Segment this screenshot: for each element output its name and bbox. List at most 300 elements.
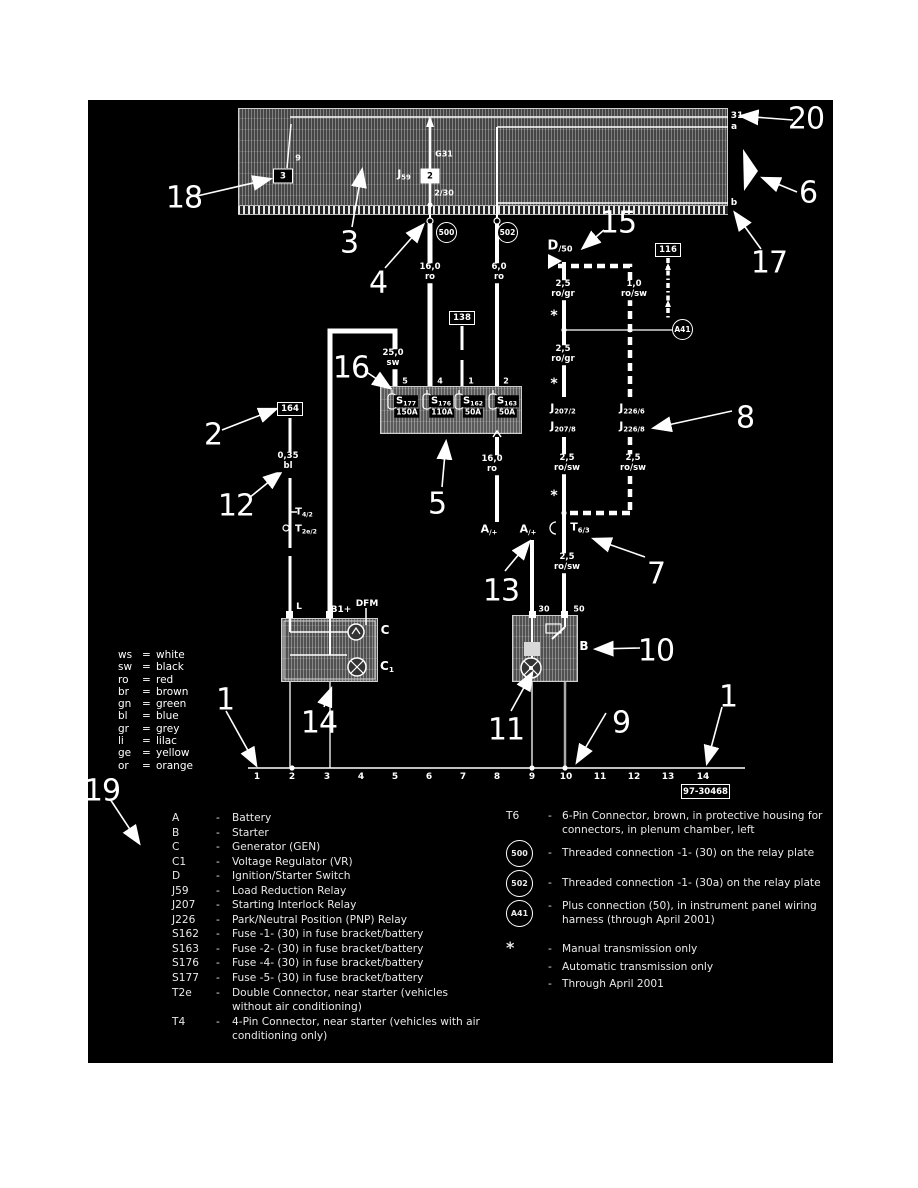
t4-2-label-line1: T4/2	[295, 506, 313, 518]
legend-separator: -	[216, 841, 220, 854]
wire-color-legend	[118, 649, 193, 772]
fuse-s163-amp	[497, 409, 517, 418]
t6-3-label-line1: T6/3	[570, 520, 590, 535]
wire-1-0-ro-sw-label-line1: 1,0	[626, 279, 642, 290]
legend-separator: -	[216, 928, 220, 941]
callout-5: 5	[427, 486, 447, 522]
color-legend-row	[118, 760, 193, 772]
wire-2-5-ro-gr-label-2	[549, 345, 576, 365]
terminal-dfm-label-line1: DFM	[355, 598, 379, 609]
color-legend-row	[118, 649, 193, 661]
legend-item-t4	[172, 1015, 490, 1044]
legend-key: S176	[172, 957, 199, 970]
relay-pin-2-30-label-line1: 2/30	[434, 188, 454, 198]
legend-item-dashdot	[506, 978, 838, 992]
relay-j59-label	[397, 169, 411, 182]
track-number-8: 8	[493, 772, 501, 782]
color-code: ge	[118, 747, 132, 760]
color-code: ro	[118, 673, 129, 686]
ignition-switch-d50-label	[548, 240, 573, 255]
legend-key: T4	[172, 1015, 186, 1028]
legend-description: Park/Neutral Position (PNP) Relay	[232, 913, 407, 926]
fuse-s177-amp-line1: 150A	[396, 407, 418, 417]
callout-9: 9	[611, 705, 631, 741]
equals-sign: =	[142, 735, 151, 748]
track-number-10: 10	[559, 772, 573, 782]
fuse-s176-amp-line1: 110A	[431, 407, 453, 417]
t6-3-label-sub: 6/3	[577, 526, 590, 535]
legend-item-c	[172, 840, 490, 855]
color-code: or	[118, 759, 129, 772]
legend-item-d	[172, 869, 490, 884]
ignition-switch-d50-label-sub: /50	[558, 244, 573, 254]
equals-sign: =	[142, 673, 151, 686]
color-name: grey	[156, 722, 180, 735]
equals-sign: =	[142, 722, 151, 735]
color-name: brown	[156, 685, 189, 698]
color-name: green	[156, 698, 187, 711]
track-number-2: 2	[288, 772, 296, 782]
legend-separator: -	[216, 899, 220, 912]
g31-label-line1: G31	[435, 149, 453, 159]
manual-trans-marker-3-line1: *	[550, 487, 558, 504]
regulator-c1-label-line1: C1	[380, 659, 394, 675]
track-number-14: 14	[696, 772, 710, 782]
fuse-s163-label-sub: 163	[504, 399, 518, 407]
wire-2-5-ro-sw-label-2-line2: ro/sw	[619, 463, 647, 473]
fuse-pin-4-label-line1: 4	[437, 376, 443, 386]
fuse-s176-label	[429, 395, 453, 407]
color-name: lilac	[156, 735, 177, 748]
j226-6-label	[617, 403, 647, 416]
wire-0-35-bl-label-line2: bl	[283, 461, 293, 471]
relay-j59-label-line1: J59	[397, 167, 411, 182]
t4-2-label-sub: 4/2	[301, 510, 313, 518]
terminal-b1-label-line1: B1+	[330, 604, 352, 615]
j207-2-label-line1: J207/2	[550, 401, 576, 416]
legend-separator: -	[216, 1015, 220, 1028]
legend-separator: -	[216, 826, 220, 839]
callout-18: 18	[165, 180, 203, 216]
wire-2-5-ro-gr-label	[549, 280, 576, 300]
color-legend-row	[118, 735, 193, 747]
legend-description: Manual transmission only	[562, 942, 698, 955]
legend-item-dashed	[506, 961, 838, 975]
j226-8-label-sub: 226/8	[623, 425, 645, 434]
legend-separator: -	[216, 972, 220, 985]
track-number-5: 5	[391, 772, 399, 782]
legend-key: T6	[506, 810, 520, 822]
starter-b-label-line1: B	[579, 639, 589, 654]
legend-item-A41	[506, 900, 838, 927]
battery-plus-label-sub: /+	[489, 528, 498, 537]
wire-2-5-ro-gr-label-line1: 2,5	[555, 279, 571, 290]
fuse-s163-label	[495, 395, 519, 407]
manual-trans-marker-2-line1: *	[550, 375, 558, 392]
battery-plus-label-2	[520, 524, 537, 537]
legend-separator: -	[216, 855, 220, 868]
connection-circle-icon: 500	[506, 840, 533, 867]
manual-trans-marker-2	[550, 376, 557, 392]
legend-key: S163	[172, 942, 199, 955]
wire-2-5-ro-sw-label-3-line2: ro/sw	[553, 562, 581, 572]
legend-separator: -	[216, 957, 220, 970]
legend-item-s162	[172, 927, 490, 942]
callout-1-right: 1	[718, 679, 738, 715]
legend-key: S162	[172, 928, 199, 941]
fuse-s162-amp	[463, 409, 483, 418]
track-number-11: 11	[593, 772, 607, 782]
fuse-s162-label-sub: 162	[470, 399, 484, 407]
callout-10: 10	[637, 633, 675, 669]
j226-8-label	[617, 421, 647, 434]
wire-1-0-ro-sw-label	[619, 280, 649, 300]
legend-separator: -	[548, 942, 552, 955]
fuse-pin-5-label	[402, 376, 408, 385]
callout-12: 12	[217, 488, 255, 524]
wire-16-0-ro-label-line1: 16,0	[419, 262, 441, 273]
legend-item-T6	[506, 810, 838, 837]
fuse-pin-5-label-line1: 5	[402, 376, 408, 386]
fuse-s162-label-line1: S162	[462, 395, 484, 407]
wire-2-5-ro-gr-label-line2: ro/gr	[551, 289, 575, 299]
wire-2-5-ro-gr-label-2-line1: 2,5	[555, 344, 571, 355]
wire-2-5-ro-sw-label-3-line1: 2,5	[559, 552, 575, 563]
legend-key: S177	[172, 972, 199, 985]
callout-8: 8	[735, 400, 755, 436]
fuse-pin-2-label	[503, 376, 509, 385]
wire-2-5-ro-gr-label-2-line2: ro/gr	[551, 354, 575, 364]
legend-key: J59	[172, 884, 189, 897]
legend-item-*	[506, 938, 838, 958]
plate-pin-9-label-line1: 9	[295, 153, 301, 163]
terminal-box-3: 3	[273, 169, 293, 184]
wire-6-0-ro-label-line2: ro	[493, 272, 505, 282]
legend-key	[506, 938, 548, 958]
terminal-50-label	[573, 604, 584, 613]
j207-8-label-sub: 207/8	[554, 425, 576, 434]
diagram-code-box: 97-30468	[681, 784, 730, 799]
track-number-6: 6	[425, 772, 433, 782]
legend-separator: -	[548, 846, 552, 859]
wire-16-0-ro-label-2-line1: 16,0	[481, 454, 503, 465]
fuse-s163-amp-line1: 50A	[498, 407, 516, 417]
legend-description: Battery	[232, 812, 272, 824]
legend-separator: -	[548, 876, 552, 889]
color-code: sw	[118, 661, 133, 674]
track-number-7: 7	[459, 772, 467, 782]
wire-16-0-ro-label	[418, 263, 443, 283]
wire-2-5-ro-sw-label-2-line1: 2,5	[625, 453, 641, 464]
g31-label	[435, 149, 453, 158]
legend-separator: -	[548, 900, 552, 913]
wire-0-35-bl-label	[276, 452, 301, 472]
terminal-l-label-line1: L	[296, 601, 302, 612]
legend-item-j59	[172, 884, 490, 899]
legend-key	[506, 870, 548, 897]
color-code: br	[118, 685, 129, 698]
t4-2-label	[295, 506, 313, 518]
equals-sign: =	[142, 710, 151, 723]
callout-15: 15	[599, 205, 637, 241]
generator-c-label	[381, 624, 390, 638]
terminal-dfm-label	[356, 599, 379, 609]
callout-2: 2	[203, 417, 223, 453]
legend-description: Fuse -2- (30) in fuse bracket/battery	[232, 942, 424, 955]
connection-500: 500	[436, 222, 457, 243]
wire-16-0-ro-label-2	[480, 455, 505, 475]
callout-1-left: 1	[215, 682, 235, 718]
legend-key	[506, 900, 548, 927]
connector-box-116: 116	[655, 243, 681, 257]
legend-item-s163	[172, 942, 490, 957]
fuse-s177-label	[394, 395, 418, 407]
color-legend-row	[118, 661, 193, 673]
j226-8-label-line1: J226/8	[619, 419, 645, 434]
legend-separator: -	[216, 986, 220, 999]
legend-separator: -	[216, 942, 220, 955]
connector-box-164: 164	[277, 402, 303, 416]
color-name: white	[156, 649, 185, 661]
legend-description: 6-Pin Connector, brown, in protective housing for connectors, in plenum chamber, left	[562, 810, 823, 836]
callout-17: 17	[750, 245, 788, 281]
terminal-50-label-line1: 50	[573, 604, 585, 614]
legend-item-500	[506, 840, 838, 867]
terminal-a-label-line1: a	[730, 121, 738, 132]
legend-description: Fuse -5- (30) in fuse bracket/battery	[232, 972, 424, 985]
wire-6-0-ro-label-line1: 6,0	[491, 262, 507, 273]
j207-2-label-sub: 207/2	[554, 407, 576, 416]
wire-6-0-ro-label	[489, 263, 508, 283]
track-number-9: 9	[528, 772, 536, 782]
legend-key: D	[172, 870, 181, 883]
connection-502: 502	[497, 222, 518, 243]
asterisk-icon: *	[506, 938, 515, 958]
fuse-s177-label-sub: 177	[403, 399, 417, 407]
color-code: gr	[118, 722, 129, 735]
t2e-2-label-sub: 2e/2	[301, 527, 317, 535]
legend-key: C1	[172, 855, 187, 868]
legend-item-502	[506, 870, 838, 897]
legend-description: Plus connection (50), in instrument panel wiring harness (through April 2001)	[562, 900, 817, 926]
connection-a41: A41	[672, 319, 693, 340]
t2e-2-label-line1: T2e/2	[295, 523, 317, 535]
legend-description: Starter	[232, 826, 269, 839]
connection-circle-icon: 502	[506, 870, 533, 897]
track-number-1: 1	[253, 772, 261, 782]
wire-25-0-sw-label-line1: 25,0	[382, 348, 404, 359]
callout-11: 11	[487, 712, 525, 748]
ignition-switch-d50-label-line1: D/50	[547, 238, 573, 254]
starter-b-label	[579, 640, 588, 654]
legend-item-s176	[172, 956, 490, 971]
fuse-s177-amp	[394, 409, 419, 418]
color-legend-row	[118, 723, 193, 735]
wire-2-5-ro-sw-label-2	[618, 454, 648, 474]
j207-8-label-line1: J207/8	[550, 419, 576, 434]
color-code: li	[118, 735, 124, 748]
regulator-c1-label-sub: 1	[388, 665, 394, 675]
color-code: bl	[118, 710, 128, 723]
terminal-b-label	[731, 198, 737, 208]
legend-separator: -	[216, 884, 220, 897]
track-number-12: 12	[627, 772, 641, 782]
callout-7: 7	[646, 556, 666, 592]
legend-key: C	[172, 841, 180, 854]
manual-trans-marker-3	[550, 488, 557, 504]
connector-box-138: 138	[449, 311, 475, 325]
legend-item-s177	[172, 971, 490, 986]
battery-plus-label-2-line1: A/+	[519, 522, 537, 537]
fuse-s163-label-line1: S163	[496, 395, 518, 407]
color-legend-row	[118, 686, 193, 698]
wire-2-5-ro-sw-label-line2: ro/sw	[553, 463, 581, 473]
legend-key	[506, 840, 548, 867]
wire-2-5-ro-sw-label-line1: 2,5	[559, 453, 575, 464]
legend-item-a	[172, 811, 490, 826]
legend-item-j226	[172, 913, 490, 928]
callout-16: 16	[332, 350, 370, 386]
legend-description: Generator (GEN)	[232, 841, 321, 854]
relay-pin-2-30-label	[434, 188, 454, 197]
legend-description: Automatic transmission only	[562, 960, 714, 973]
legend-key: J207	[172, 899, 196, 912]
legend-item-b	[172, 826, 490, 841]
component-legend-left	[172, 811, 490, 1044]
color-name: orange	[156, 759, 193, 772]
j226-6-label-sub: 226/6	[623, 407, 645, 416]
color-code: gn	[118, 698, 132, 711]
terminal-31-label	[731, 111, 744, 121]
color-name: blue	[156, 710, 179, 723]
callout-19: 19	[83, 773, 121, 809]
legend-item-j207	[172, 898, 490, 913]
legend-item-t2e	[172, 986, 490, 1015]
callout-4: 4	[368, 265, 388, 301]
track-number-13: 13	[661, 772, 675, 782]
color-name: black	[156, 661, 184, 674]
battery-plus-label-line1: A/+	[480, 522, 498, 537]
track-number-4: 4	[357, 772, 365, 782]
legend-key: T2e	[172, 986, 192, 999]
legend-description: Fuse -1- (30) in fuse bracket/battery	[232, 928, 424, 941]
legend-separator: -	[216, 870, 220, 883]
fuse-s162-label	[461, 395, 485, 407]
wire-2-5-ro-sw-label	[552, 454, 582, 474]
legend-key: J226	[172, 913, 196, 926]
callout-3: 3	[339, 225, 359, 261]
j207-2-label	[548, 403, 578, 416]
fuse-pin-1-label-line1: 1	[468, 376, 474, 386]
color-name: red	[156, 673, 174, 686]
fuse-s177-label-line1: S177	[395, 395, 417, 407]
equals-sign: =	[142, 649, 151, 661]
color-code: ws	[118, 649, 133, 661]
wire-25-0-sw-label-line2: sw	[386, 358, 400, 368]
wire-1-0-ro-sw-label-line2: ro/sw	[620, 289, 648, 299]
wire-16-0-ro-label-line2: ro	[424, 272, 436, 282]
legend-description: Threaded connection -1- (30) on the relay plate	[562, 846, 815, 859]
connection-circle-icon: A41	[506, 900, 533, 927]
legend-separator: -	[548, 977, 552, 990]
relay-pin-box-2: 2	[421, 169, 440, 184]
regulator-c1-label	[380, 660, 394, 674]
color-legend-row	[118, 674, 193, 686]
terminal-30-label-line1: 30	[538, 604, 550, 614]
legend-separator: -	[216, 913, 220, 926]
equals-sign: =	[142, 698, 151, 711]
t6-3-label	[568, 522, 591, 535]
legend-separator: -	[548, 960, 552, 973]
legend-description: Through April 2001	[562, 977, 664, 990]
j207-8-label	[548, 421, 578, 434]
callout-14: 14	[300, 705, 338, 741]
equals-sign: =	[142, 661, 151, 674]
legend-item-c1	[172, 855, 490, 870]
plate-pin-9-label	[295, 153, 301, 162]
terminal-31-label-line1: 31	[730, 110, 744, 121]
legend-description: Fuse -4- (30) in fuse bracket/battery	[232, 957, 424, 970]
equals-sign: =	[142, 685, 151, 698]
legend-description: Voltage Regulator (VR)	[232, 855, 353, 868]
wire-2-5-ro-sw-label-3	[552, 553, 582, 573]
legend-description: Load Reduction Relay	[232, 884, 347, 897]
equals-sign: =	[142, 747, 151, 760]
legend-description: Double Connector, near starter (vehicles without air conditioning)	[232, 986, 449, 1014]
legend-separator: -	[548, 810, 552, 822]
fuse-pin-4-label	[437, 376, 443, 385]
wire-0-35-bl-label-line1: 0,35	[277, 451, 299, 462]
color-legend-row	[118, 698, 193, 710]
fuse-s176-amp	[429, 409, 454, 418]
wire-16-0-ro-label-2-line2: ro	[486, 464, 498, 474]
color-legend-row	[118, 710, 193, 722]
legend-description: Starting Interlock Relay	[232, 899, 357, 912]
terminal-l-label	[296, 602, 302, 612]
fuse-pin-2-label-line1: 2	[503, 376, 509, 386]
callout-6: 6	[798, 175, 818, 211]
manual-trans-marker-line1: *	[550, 307, 558, 324]
callout-20: 20	[787, 101, 825, 137]
color-name: yellow	[156, 747, 190, 760]
fuse-pin-1-label	[468, 376, 474, 385]
j226-6-label-line1: J226/6	[619, 401, 645, 416]
fuse-s176-label-sub: 176	[438, 399, 452, 407]
legend-description: Ignition/Starter Switch	[232, 870, 351, 883]
legend-description: Threaded connection -1- (30a) on the relay plate	[562, 876, 821, 889]
component-legend-right	[506, 810, 838, 994]
fuse-s162-amp-line1: 50A	[464, 407, 482, 417]
terminal-a-label	[731, 122, 737, 132]
callout-13: 13	[482, 573, 520, 609]
manual-trans-marker	[550, 308, 557, 324]
legend-key: B	[172, 826, 180, 839]
legend-description: 4-Pin Connector, near starter (vehicles with air conditioning only)	[232, 1015, 480, 1043]
legend-separator: -	[216, 812, 220, 824]
equals-sign: =	[142, 759, 151, 772]
legend-key: A	[172, 812, 180, 824]
terminal-30-label	[538, 604, 549, 613]
fuse-s176-label-line1: S176	[430, 395, 452, 407]
terminal-b-label-line1: b	[730, 197, 738, 208]
relay-j59-label-sub: 59	[401, 173, 411, 182]
wire-25-0-sw-label	[381, 349, 406, 369]
track-number-3: 3	[323, 772, 331, 782]
battery-plus-label	[481, 524, 498, 537]
color-legend-row	[118, 747, 193, 759]
battery-plus-label-2-sub: /+	[528, 528, 537, 537]
generator-c-label-line1: C	[380, 623, 390, 638]
